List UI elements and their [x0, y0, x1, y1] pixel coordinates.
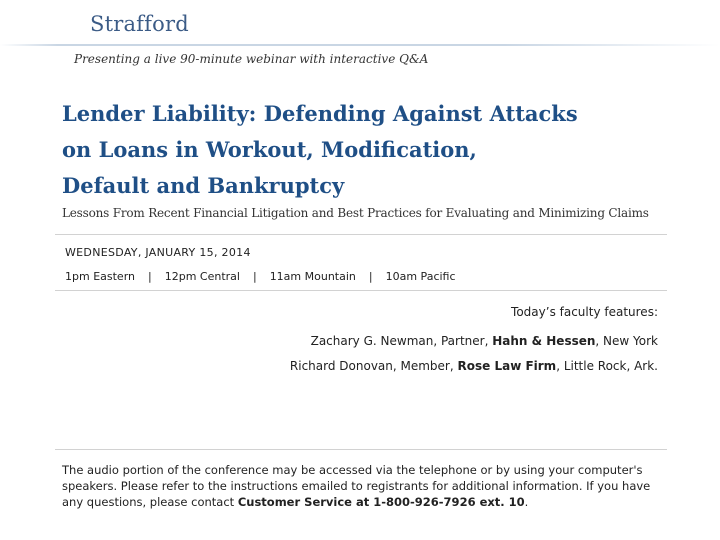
faculty-firm: Rose Law Firm [457, 359, 557, 373]
audio-instructions-end: . [524, 495, 529, 509]
webinar-title [62, 96, 682, 204]
faculty-member [311, 334, 658, 348]
faculty-location: , Little Rock, Ark. [556, 359, 658, 373]
title-line-3: Default and Bankruptcy [62, 173, 345, 198]
webinar-date: WEDNESDAY, JANUARY 15, 2014 [65, 246, 251, 259]
faculty-name-role: Richard Donovan, Member, [289, 359, 458, 373]
audio-instructions-text: The audio portion of the conference may be accessed via the telephone or by using your computer's speakers. Please refer to the instructions emailed to registrants for additional information. If you have any questions, please contact [62, 463, 651, 509]
divider-bottom [55, 449, 667, 450]
title-line-1: Lender Liability: Defending Against Attacks [62, 101, 578, 126]
time-zones [65, 270, 456, 283]
faculty-name-role: Zachary G. Newman, Partner, [310, 334, 493, 348]
faculty-firm: Hahn & Hessen [492, 334, 596, 348]
time-eastern: 1pm Eastern [65, 270, 135, 283]
time-separator: | [252, 270, 257, 283]
webinar-subtitle: Lessons From Recent Financial Litigation and Best Practices for Evaluating and Minimizing Claims [62, 206, 649, 220]
time-mountain: 11am Mountain [269, 270, 356, 283]
webinar-tagline: Presenting a live 90-minute webinar with interactive Q&A [74, 52, 429, 66]
time-separator: | [368, 270, 373, 283]
time-pacific: 10am Pacific [385, 270, 456, 283]
customer-service-contact: Customer Service at 1-800-926-7926 ext. 10 [237, 495, 525, 509]
header-divider [0, 44, 720, 46]
faculty-location: , New York [595, 334, 658, 348]
strafford-logo: Strafford [90, 12, 189, 36]
time-central: 12pm Central [164, 270, 240, 283]
audio-instructions [62, 462, 662, 510]
divider-middle [55, 290, 667, 291]
time-separator: | [148, 270, 152, 283]
title-line-2: on Loans in Workout, Modification, [62, 137, 477, 162]
divider-top [55, 234, 667, 235]
faculty-member [290, 359, 658, 373]
faculty-heading: Today’s faculty features: [511, 305, 658, 319]
